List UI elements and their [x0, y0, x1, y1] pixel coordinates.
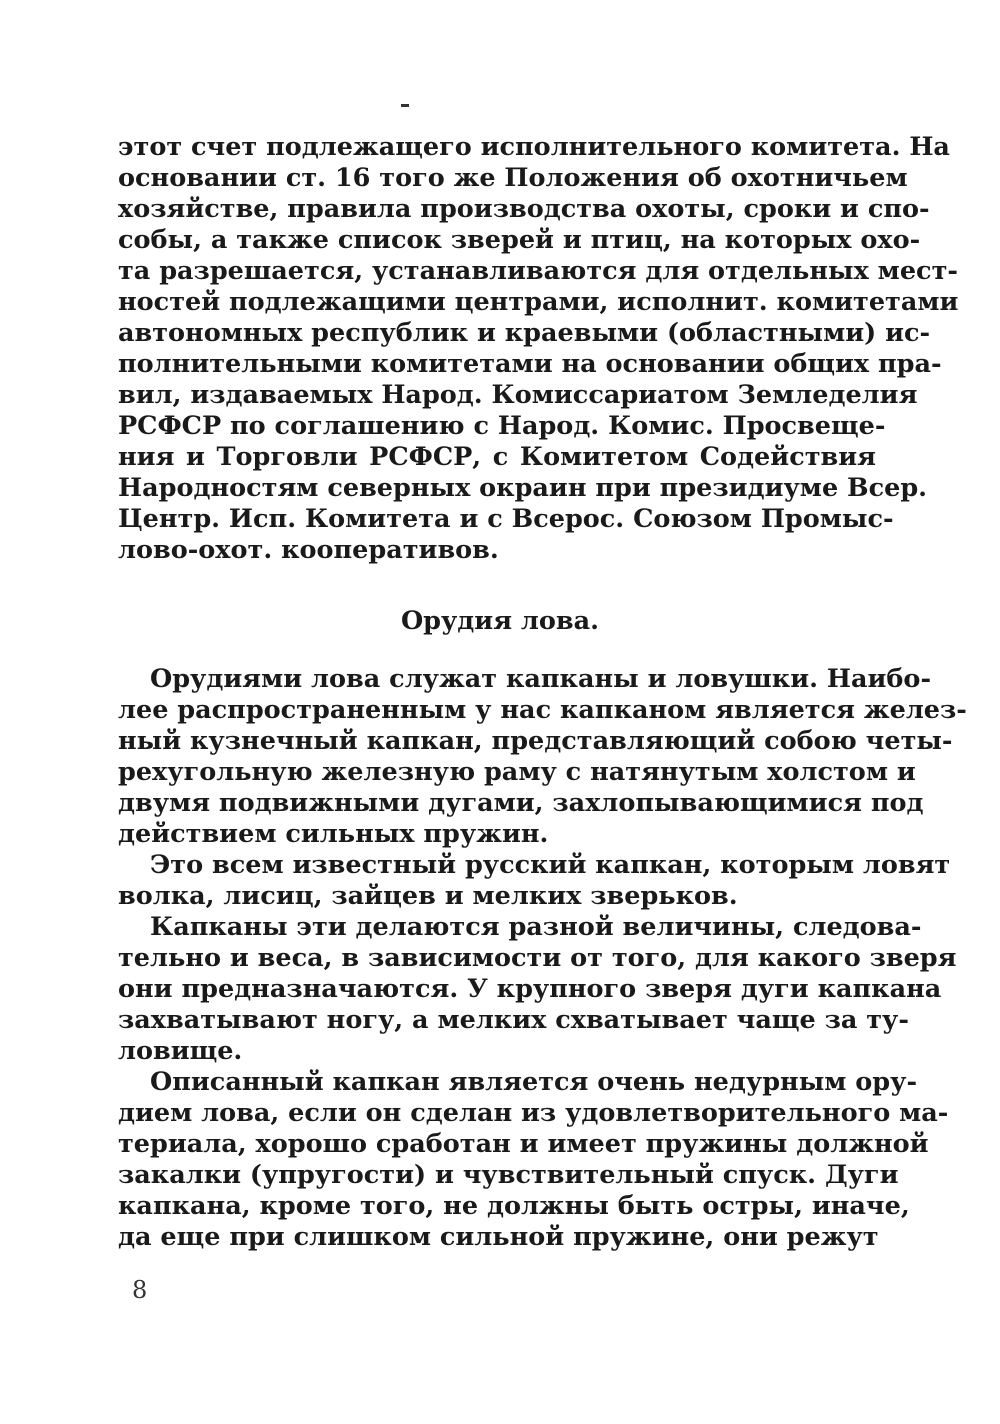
- text-line: да еще при слишком сильной пружине, они режут: [118, 1222, 879, 1252]
- text-line: действием сильных пружин.: [118, 819, 549, 849]
- text-line: этот счет подлежащего исполнительного комитета. На: [118, 132, 950, 162]
- text-line: закалки (упругости) и чувствительный спуск. Дуги: [118, 1160, 899, 1190]
- text-line: РСФСР по соглашению с Народ. Комис. Просвеще-: [118, 411, 886, 441]
- text-line: Описанный капкан является очень недурным ору-: [150, 1067, 918, 1097]
- text-line: ния и Торговли РСФСР, с Комитетом Содействия: [118, 442, 876, 472]
- text-line: тельно и веса, в зависимости от того, для какого зверя: [118, 943, 957, 973]
- text-line: рехугольную железную раму с натянутым холстом и: [118, 757, 916, 787]
- text-line: Народностям северных окраин при президиуме Всер.: [118, 473, 928, 503]
- text-line: Это всем известный русский капкан, которым ловят: [150, 850, 951, 880]
- text-line: захватывают ногу, а мелких схватывает чаще за ту-: [118, 1005, 909, 1035]
- text-line: собы, а также список зверей и птиц, на которых охо-: [118, 225, 921, 255]
- text-line: ностей подлежащими центрами, исполнит. комитетами: [118, 287, 959, 317]
- text-line: вил, издаваемых Народ. Комиссариатом Земледелия: [118, 380, 918, 410]
- text-line: та разрешается, устанавливаются для отдельных мест-: [118, 256, 958, 286]
- text-line: Капканы эти делаются разной величины, следова-: [150, 912, 922, 942]
- text-line: волка, лисиц, зайцев и мелких зверьков.: [118, 881, 738, 911]
- text-line: Орудиями лова служат капканы и ловушки. Наибо-: [150, 664, 932, 694]
- text-line: лово-охот. кооперативов.: [118, 535, 499, 565]
- text-line: териала, хорошо сработан и имеет пружины должной: [118, 1129, 929, 1159]
- text-line: ловище.: [118, 1036, 243, 1066]
- text-line: двумя подвижными дугами, захлопывающимися под: [118, 788, 924, 818]
- text-line: автономных республик и краевыми (областными) ис-: [118, 318, 931, 348]
- text-line: ный кузнечный капкан, представляющий собою четы-: [118, 726, 953, 756]
- text-line: дием лова, если он сделан из удовлетворительного ма-: [118, 1098, 949, 1128]
- text-line: хозяйстве, правила производства охоты, сроки и спо-: [118, 194, 930, 224]
- top-printer-mark: [401, 104, 409, 107]
- text-line: лее распространенным у нас капканом является желез-: [118, 695, 967, 725]
- paragraph-top: [118, 132, 959, 566]
- text-line: полнительными комитетами на основании общих пра-: [118, 349, 942, 379]
- page-number: 8: [132, 1276, 148, 1304]
- text-line: Центр. Исп. Комитета и с Всерос. Союзом Промыс-: [118, 504, 894, 534]
- body-text: [118, 664, 967, 1253]
- text-line: они предназначаются. У крупного зверя дуги капкана: [118, 974, 942, 1004]
- text-line: капкана, кроме того, не должны быть остры, иначе,: [118, 1191, 910, 1221]
- section-heading: Орудия лова.: [400, 606, 600, 636]
- text-line: основании ст. 16 того же Положения об охотничьем: [118, 163, 908, 193]
